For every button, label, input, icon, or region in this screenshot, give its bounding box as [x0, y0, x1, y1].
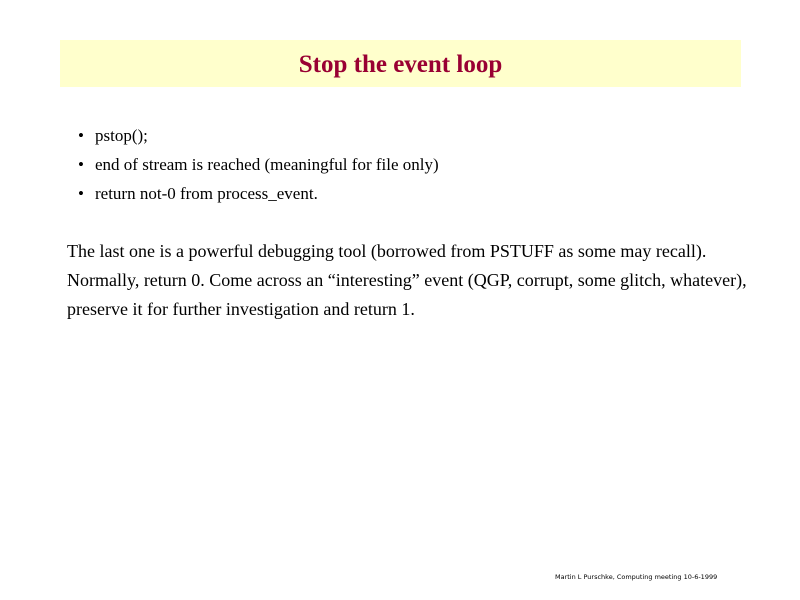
bullet-item	[78, 150, 439, 179]
bullet-text: pstop();	[95, 126, 148, 145]
bullet-item	[78, 121, 439, 150]
bullet-marker: •	[78, 155, 84, 174]
bullet-list	[78, 121, 439, 208]
slide-title: Stop the event loop	[298, 51, 503, 78]
bullet-text: end of stream is reached (meaningful for file only)	[95, 155, 439, 174]
bullet-item	[78, 179, 439, 208]
footer-credit: Martin L Purschke, Computing meeting 10-6-1999	[555, 573, 718, 581]
title-bar	[60, 40, 741, 87]
bullet-text: return not-0 from process_event.	[95, 184, 318, 203]
bullet-marker: •	[78, 126, 84, 145]
bullet-marker: •	[78, 184, 84, 203]
body-paragraph: The last one is a powerful debugging tool (borrowed from PSTUFF as some may recall). Normally, return 0. Come across an “interesting” event (QGP, corrupt, some glitch, whatever), preserve it for further investigation and return 1.	[67, 241, 747, 319]
